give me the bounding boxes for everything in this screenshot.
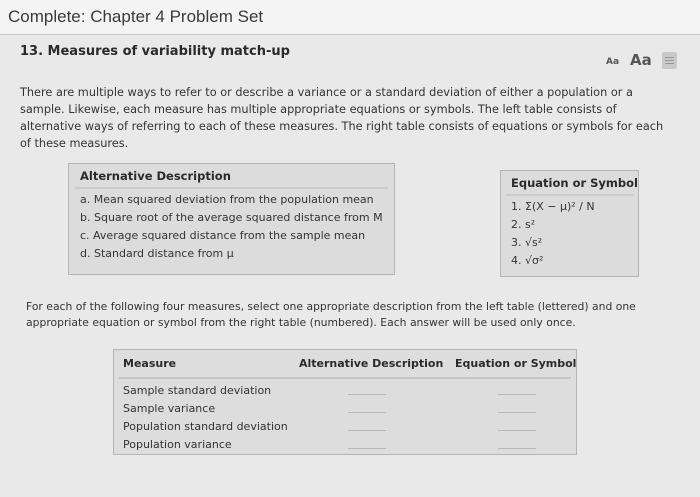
equation-row-3: 3. √s² <box>511 236 543 249</box>
assignment-title: Complete: Chapter 4 Problem Set <box>8 7 264 26</box>
description-row-d: d. Standard distance from μ <box>80 247 234 260</box>
answer-dropdown-eq-3[interactable] <box>498 430 536 431</box>
decrease-text-size-button[interactable]: Aa <box>606 57 620 67</box>
alternative-description-column-header: Alternative Description <box>299 357 444 370</box>
answer-dropdown-eq-2[interactable] <box>498 412 536 413</box>
answer-dropdown-alt-2[interactable] <box>348 412 386 413</box>
measure-population-standard-deviation: Population standard deviation <box>123 420 288 433</box>
measure-sample-standard-deviation: Sample standard deviation <box>123 384 272 397</box>
measure-answer-table <box>113 349 577 455</box>
problem-panel <box>0 35 700 497</box>
document-icon[interactable] <box>662 52 677 69</box>
instructions-paragraph: For each of the following four measures, select one appropriate description from the left table (lettered) and one appropriate equation or symbol from the right table (numbered). Each answer will be used only once. <box>26 300 636 329</box>
table-divider <box>75 187 388 189</box>
increase-text-size-button[interactable]: Aa <box>630 51 652 69</box>
table-divider <box>119 377 571 379</box>
equation-column-header: Equation or Symbol <box>455 357 577 370</box>
measure-sample-variance: Sample variance <box>123 402 216 415</box>
answer-dropdown-alt-3[interactable] <box>348 430 386 431</box>
problem-title: 13. Measures of variability match-up <box>20 44 290 59</box>
equation-row-4: 4. √σ² <box>511 254 544 267</box>
description-row-a: a. Mean squared deviation from the population mean <box>80 193 374 206</box>
answer-dropdown-eq-1[interactable] <box>498 394 536 395</box>
answer-dropdown-eq-4[interactable] <box>498 448 536 449</box>
description-row-c: c. Average squared distance from the sample mean <box>80 229 366 242</box>
equation-symbol-header: Equation or Symbol <box>511 176 638 190</box>
equation-row-1: 1. Σ(X − μ)² / N <box>511 200 595 213</box>
measure-column-header: Measure <box>123 357 177 370</box>
intro-paragraph: There are multiple ways to refer to or describe a variance or a standard deviation of either a population or a sample. Likewise, each measure has multiple appropriate equations or symbols. The left table consists of alternative ways of referring to each of these measures. The right table consists of equations or symbols for each of these measures. <box>20 86 664 150</box>
measure-population-variance: Population variance <box>123 438 232 451</box>
answer-dropdown-alt-4[interactable] <box>348 448 386 449</box>
title-bar <box>0 0 700 35</box>
description-row-b: b. Square root of the average squared distance from M <box>80 211 383 224</box>
equation-symbol-table <box>500 170 639 277</box>
alternative-description-table <box>68 163 395 275</box>
answer-dropdown-alt-1[interactable] <box>348 394 386 395</box>
table-divider <box>506 194 633 196</box>
alternative-description-header: Alternative Description <box>80 169 231 183</box>
equation-row-2: 2. s² <box>511 218 536 231</box>
